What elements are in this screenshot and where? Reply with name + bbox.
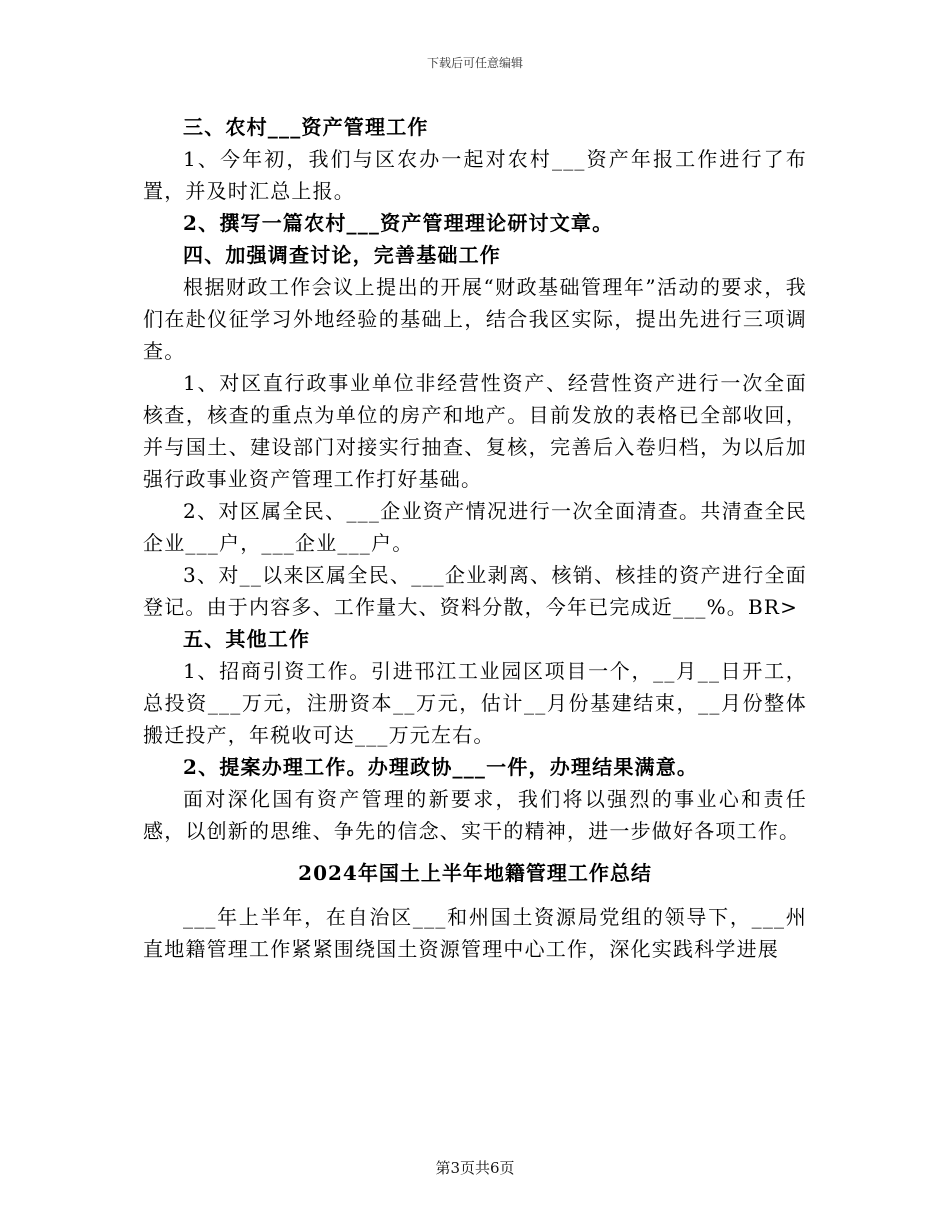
paragraph: 2、提案办理工作。办理政协___一件，办理结果满意。 bbox=[183, 755, 699, 779]
paragraph: 面对深化国有资产管理的新要求，我们将以强烈的事业心和责任感，以创新的思维、争先的信念、实干的精神，进一步做好各项工作。 bbox=[143, 787, 807, 843]
paragraph: 三、农村___资产管理工作 bbox=[183, 115, 429, 139]
paragraph: 四、加强调查讨论，完善基础工作 bbox=[183, 243, 501, 267]
paragraph: 2、对区属全民、___企业资产情况进行一次全面清查。共清查全民企业___户，___企业___户。 bbox=[143, 499, 807, 555]
document-body bbox=[143, 111, 807, 965]
paragraph: 3、对__以来区属全民、___企业剥离、核销、核挂的资产进行全面登记。由于内容多、工作量大、资料分散，今年已完成近___%。BR> bbox=[143, 563, 807, 619]
section-title: 2024年国土上半年地籍管理工作总结 bbox=[298, 861, 652, 885]
paragraph: 1、对区直行政事业单位非经营性资产、经营性资产进行一次全面核查，核查的重点为单位的房产和地产。目前发放的表格已全部收回，并与国土、建设部门对接实行抽查、复核，完善后入卷归档，为以后加强行政事业资产管理工作打好基础。 bbox=[143, 371, 807, 491]
closing-paragraph: ___年上半年，在自治区___和州国土资源局党组的领导下，___州直地籍管理工作紧紧围绕国土资源管理中心工作，深化实践科学进展 bbox=[143, 905, 807, 961]
page-header-note: 下载后可任意编辑 bbox=[426, 56, 523, 70]
paragraph: 2、撰写一篇农村___资产管理理论研讨文章。 bbox=[183, 211, 614, 235]
paragraph: 五、其他工作 bbox=[183, 627, 311, 651]
paragraph: 1、今年初，我们与区农办一起对农村___资产年报工作进行了布置，并及时汇总上报。 bbox=[143, 147, 807, 203]
paragraph: 1、招商引资工作。引进邗江工业园区项目一个，__月__日开工，总投资___万元，注册资本__万元，估计__月份基建结束，__月份整体搬迁投产，年税收可达___万元左右。 bbox=[143, 659, 807, 747]
paragraph: 根据财政工作会议上提出的开展“财政基础管理年”活动的要求，我们在赴仪征学习外地经验的基础上，结合我区实际，提出先进行三项调查。 bbox=[143, 275, 807, 363]
page-number: 第3页共6页 bbox=[435, 1159, 515, 1177]
